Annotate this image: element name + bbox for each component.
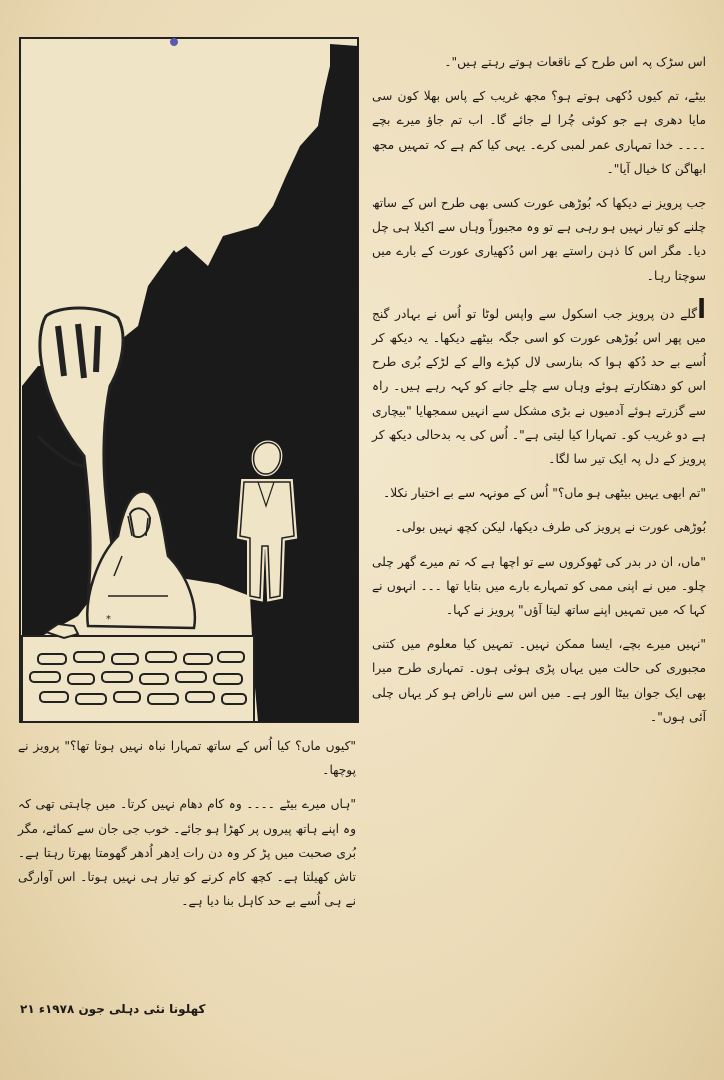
story-bottom-column (18, 734, 356, 984)
page-footer: کھلونا نئی دہلی جون ۱۹۷۸ء ۲۱ (20, 1002, 206, 1016)
story-paragraph: اگلے دن پرویز جب اسکول سے واپس لوٹا تو اُس نے بہادر گنج میں پھر اس بُوڑھی عورت کو اسی جگہ بیٹھے دیکھا۔ یہ دیکھ کر اُسے بے حد دُکھ ہوا کہ بنارسی لال کپڑے والے کے لڑکے بُری طرح اس کو دھتکارتے ہوئے وہاں سے چلے جانے کو کہہ رہے ہیں۔ راہ سے گزرتے ہوئے آدمیوں نے بڑی مشکل سے انہیں سمجھایا "بیچاری ہے دو غریب کو۔ تمہارا کیا لیتی ہے"۔ اُس کی یہ بدحالی دیکھ کر پرویز کے دل پہ ایک تیر سا لگا۔ (372, 294, 706, 467)
story-paragraph: بیٹے، تم کیوں دُکھی ہوتے ہو؟ مجھ غریب کے پاس بھلا کون سی مایا دھری ہے جو کوئی چُرا لے جائے گا۔ اب تم جاؤ میرے بچے ۔۔۔۔ خدا تمہاری عمر لمبی کرے۔ یہی کیا کم ہے کہ تمہیں مجھ ابھاگن کا خیال آیا"۔ (372, 89, 706, 176)
story-paragraph: "ہاں میرے بیٹے ۔۔۔۔ وہ کام دھام نہیں کرتا۔ میں چاہتی تھی کہ وہ اپنے ہاتھ پیروں پر کھڑا ہو جائے۔ خوب جی جان سے کمائے، مگر بُری صحبت میں پڑ کر وہ دن رات اِدھر اُدھر گھومتا پھرتا رہتا ہے۔ تاش کھیلتا ہے۔ کچھ کام کرنے کو تیار ہی نہیں ہوتا۔ اس آوارگی نے ہی اُسے بے حد کاہل بنا دیا ہے۔ (18, 797, 356, 909)
story-paragraph: "ماں، ان در بدر کی ٹھوکروں سے تو اچھا ہے کہ تم میرے گھر چلی چلو۔ میں نے اپنی ممی کو تمہارے بارے میں بتایا تھا ۔۔۔ انہوں نے کہا کہ میں تمہیں اپنے ساتھ لیتا آؤں" پرویز نے کہا۔ (372, 554, 706, 618)
svg-text:*: * (106, 614, 111, 625)
story-paragraph: "کیوں ماں؟ کیا اُس کے ساتھ تمہارا نباہ نہیں ہوتا تھا؟" پرویز نے پوچھا۔ (18, 739, 356, 778)
story-paragraph: "تم ابھی یہیں بیٹھی ہو ماں؟" اُس کے مونہہ سے بے اختیار نکلا۔ (383, 486, 706, 501)
story-paragraph: جب پرویز نے دیکھا کہ بُوڑھی عورت کسی بھی طرح اس کے ساتھ چلنے کو تیار نہیں ہو رہی ہے تو وہ مجبوراً وہاں سے اکیلا ہی چل دیا۔ مگر اس کا ذہن راستے بھر اس دُکھیاری عورت کے بارے میں سوچتا رہا۔ (372, 196, 706, 283)
old-woman-and-boy-illustration (18, 36, 360, 724)
story-right-column (372, 50, 706, 990)
story-paragraph: اس سڑک پہ اس طرح کے ناقعات ہوتے رہتے ہیں"۔ (444, 55, 706, 69)
story-paragraph: "نہیں میرے بچے، ایسا ممکن نہیں۔ تمہیں کیا معلوم میں کتنی مجبوری کی حالت میں یہاں پڑی ہوئی ہوں۔ تمہاری طرح میرا بھی ایک جوان بیٹا الور ہے۔ میں اس سے ناراض ہو کر یہاں چلی آئی ہوں"۔ (372, 637, 706, 724)
story-paragraph: بُوڑھی عورت نے پرویز کی طرف دیکھا، لیکن کچھ نہیں بولی۔ (394, 520, 706, 535)
